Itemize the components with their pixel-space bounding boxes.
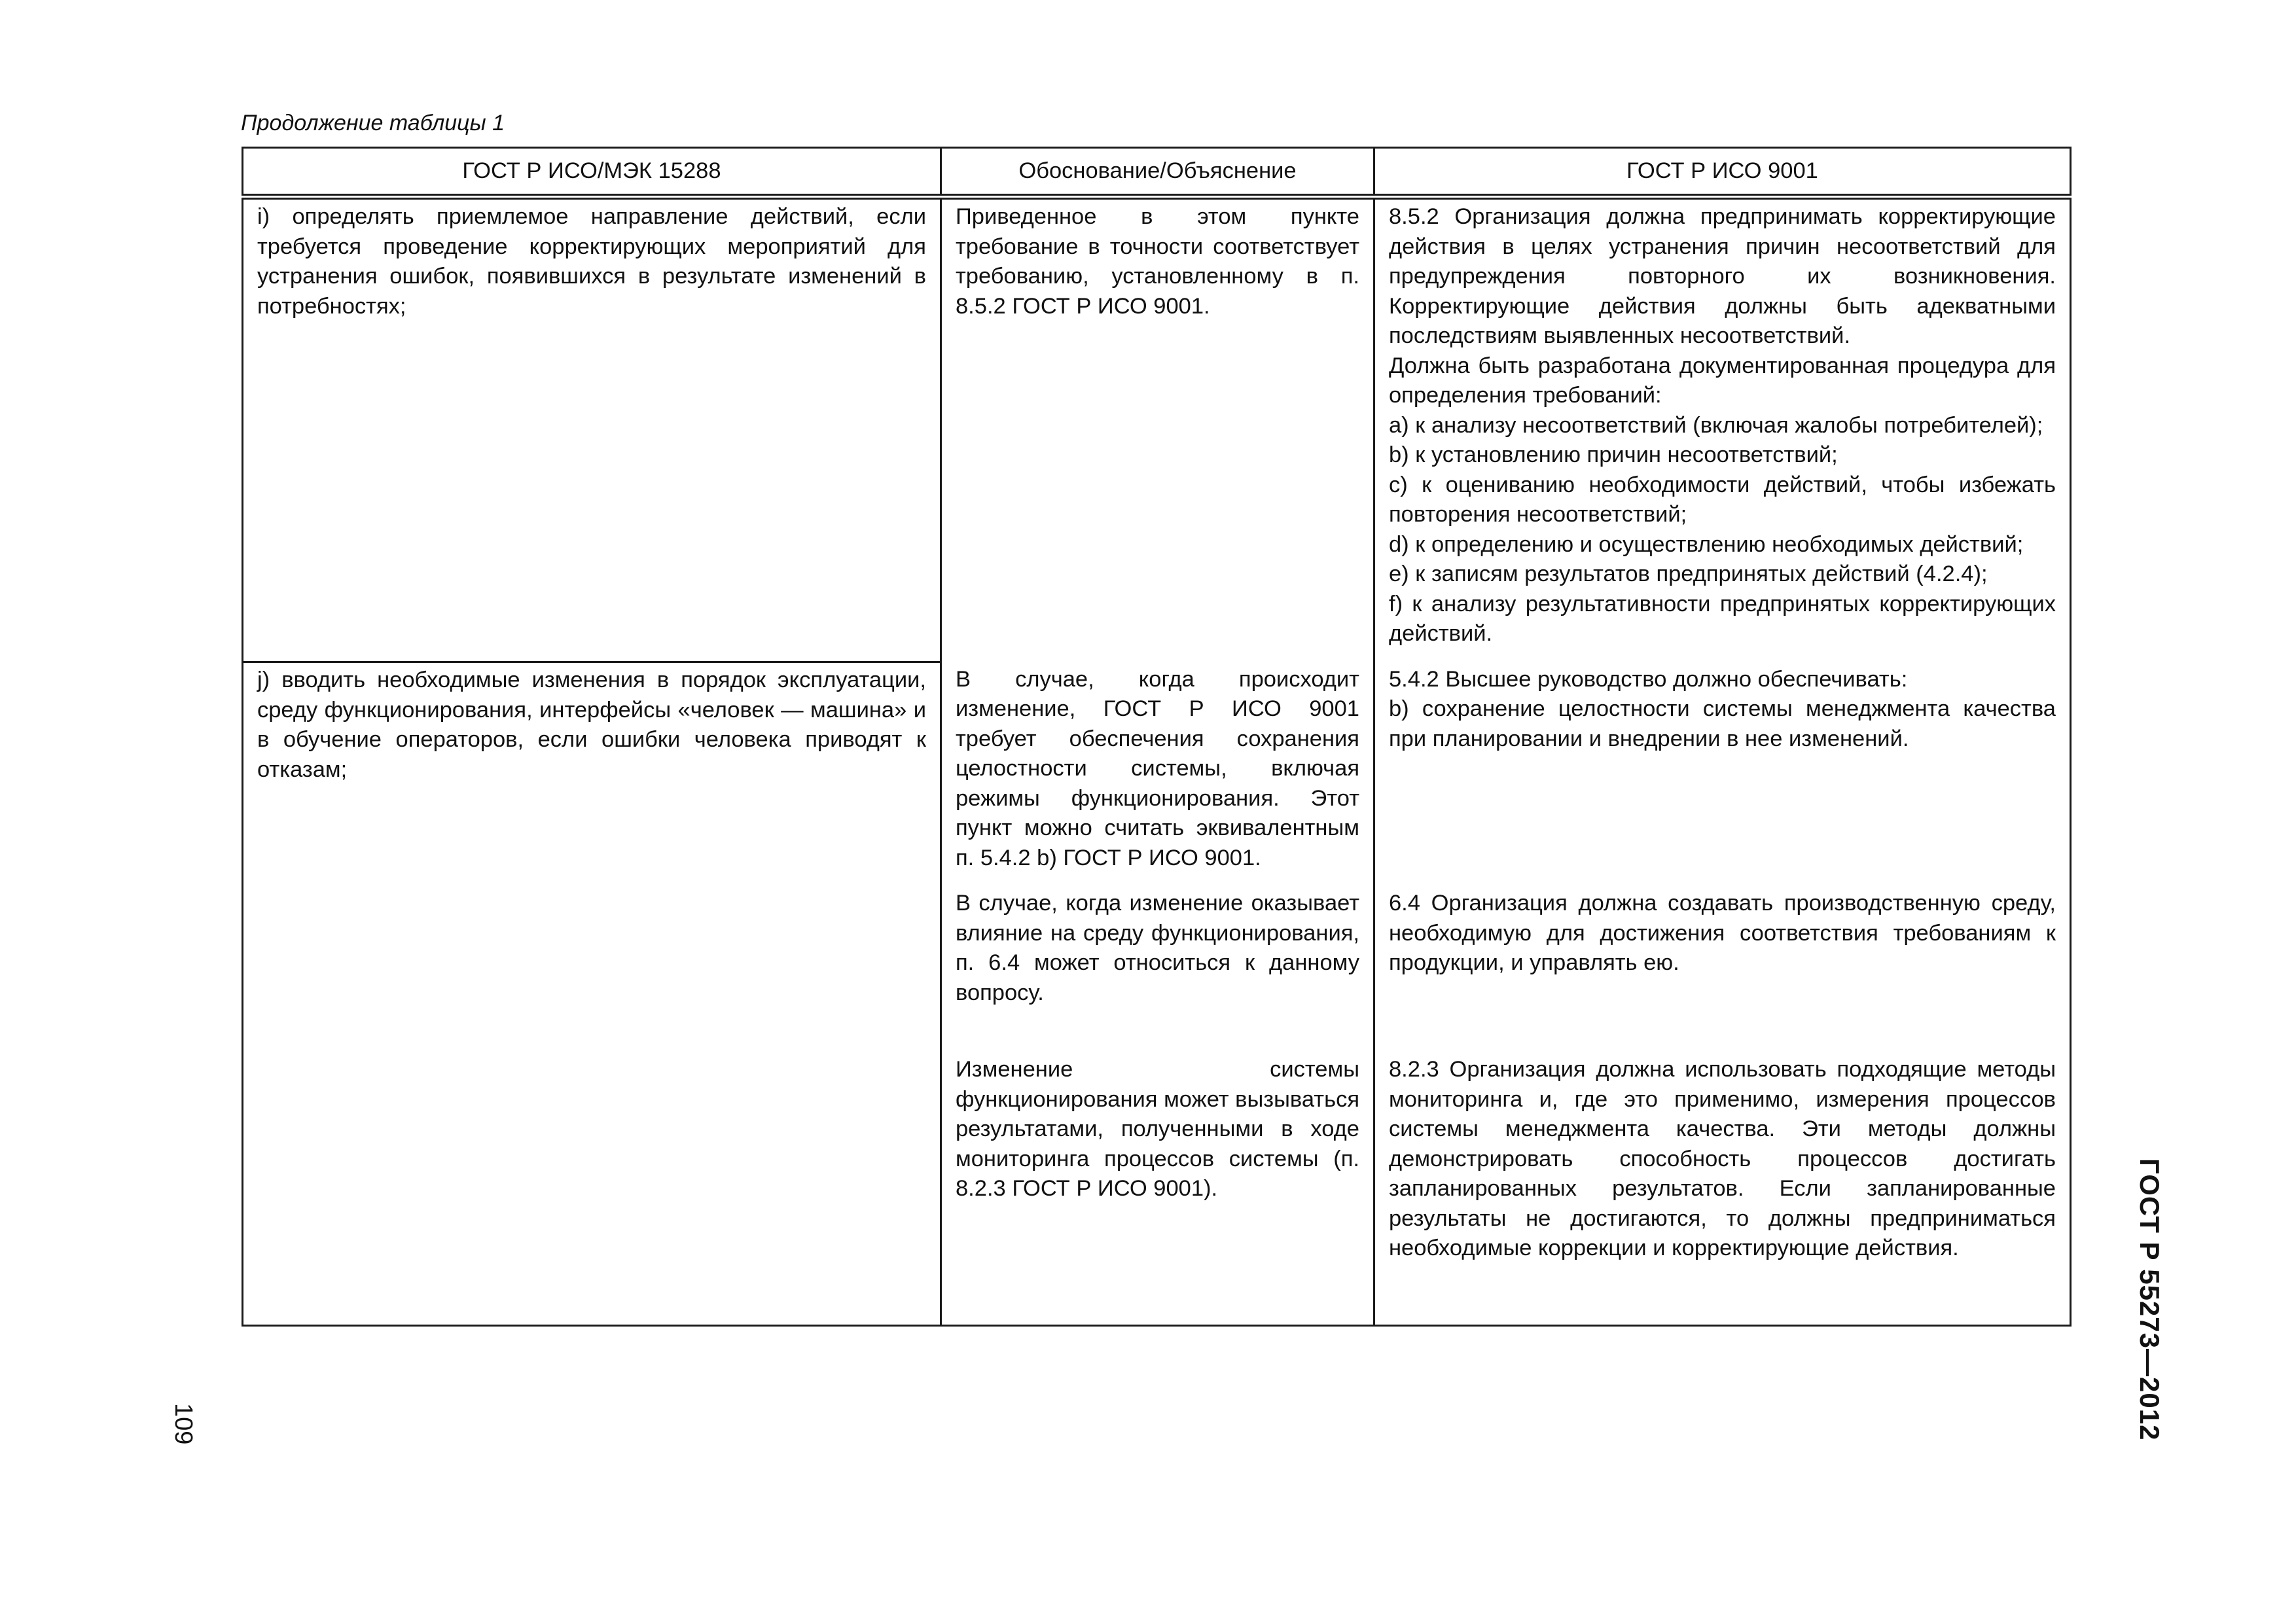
cell-text: Изменение системы функционирования может вызываться результатами, полученными в ходе мониторинга процессов системы (п. 8.2.3 ГОСТ Р ИСО 9001). [956,1057,1359,1201]
row-monitoring-gost-9001 [1374,1052,2071,1326]
comparison-table [242,147,2072,1327]
table-header-row [243,148,2071,197]
row-i-requirement [243,197,941,662]
cell-text: i) определять приемлемое направление действий, если требуется проведение корректирующих мероприятий для устранения ошибок, появившихся в результате изменений в потребностях; [257,204,926,319]
row-j-explanation [941,662,1374,887]
clause-paragraph: 6.4 Организация должна создавать производственную среду, необходимую для достижения соответствия требованиям к продукции, и управлять ею. [1389,891,2056,975]
clause-paragraph: 5.4.2 Высшее руководство должно обеспечивать: [1389,666,1908,692]
cell-text: В случае, когда происходит изменение, ГОСТ Р ИСО 9001 требует обеспечения сохранения целостности системы, включая режимы функционирования. Этот пункт можно считать эквивалентным п. 5.4.2 b) ГОСТ Р ИСО 9001. [956,666,1359,870]
row-monitoring-explanation [941,1052,1374,1326]
table-row [243,197,2071,662]
row-j-gost-9001 [1374,662,2071,887]
clause-list-item: d) к определению и осуществлению необходимых действий; [1389,531,2024,557]
clause-paragraph: 8.2.3 Организация должна использовать подходящие методы мониторинга и, где это применимо, измерения процессов системы менеджмента качества. Эти методы должны демонстрировать способность процессов достигать запланированных результатов. Если запланированные результаты не достигаются, то должны предприниматься необходимые коррекции и корректирующие действия. [1389,1057,2056,1260]
header-gost-15288: ГОСТ Р ИСО/МЭК 15288 [243,148,941,197]
clause-list-item: c) к оцениванию необходимости действий, чтобы избежать повторения несоответствий; [1389,472,2056,527]
cell-text: В случае, когда изменение оказывает влияние на среду функционирования, п. 6.4 может относиться к данному вопросу. [956,891,1359,1005]
cell-text: j) вводить необходимые изменения в порядок эксплуатации, среду функционирования, интерфейсы «человек — машина» и в обучение операторов, если ошибки человека приводят к отказам; [257,668,926,782]
clause-paragraph: 8.5.2 Организация должна предпринимать корректирующие действия в целях устранения причин несоответствий для предупреждения повторного их возникновения. Корректирующие действия должны быть адекватными последствиям выявленных несоответствий. [1389,204,2056,348]
row-i-explanation [941,197,1374,662]
page-number: 109 [170,1403,197,1445]
row-env-explanation [941,886,1374,1052]
standard-designation: ГОСТ Р 55273—2012 [2134,1158,2165,1441]
cell-text: Приведенное в этом пункте требование в точности соответствует требованию, установленному в п. 8.5.2 ГОСТ Р ИСО 9001. [956,204,1359,319]
row-i-gost-9001 [1374,197,2071,662]
clause-list-item: a) к анализу несоответствий (включая жалобы потребителей); [1389,412,2043,438]
clause-list-item: e) к записям результатов предпринятых действий (4.2.4); [1389,562,1988,586]
clause-list-item: b) к установлению причин несоответствий; [1389,442,1838,467]
table-caption: Продолжение таблицы 1 [241,111,505,135]
clause-list-item: f) к анализу результативности предпринятых корректирующих действий. [1389,591,2056,646]
clause-list-item: b) сохранение целостности системы менеджмента качества при планировании и внедрении в нее изменений. [1389,696,2056,751]
header-justification: Обоснование/Объяснение [941,148,1374,197]
row-j-requirement [243,662,941,1326]
row-env-gost-9001 [1374,886,2071,1052]
header-gost-9001: ГОСТ Р ИСО 9001 [1374,148,2071,197]
clause-paragraph: Должна быть разработана документированная процедура для определения требований: [1389,353,2056,408]
table-row [243,662,2071,887]
